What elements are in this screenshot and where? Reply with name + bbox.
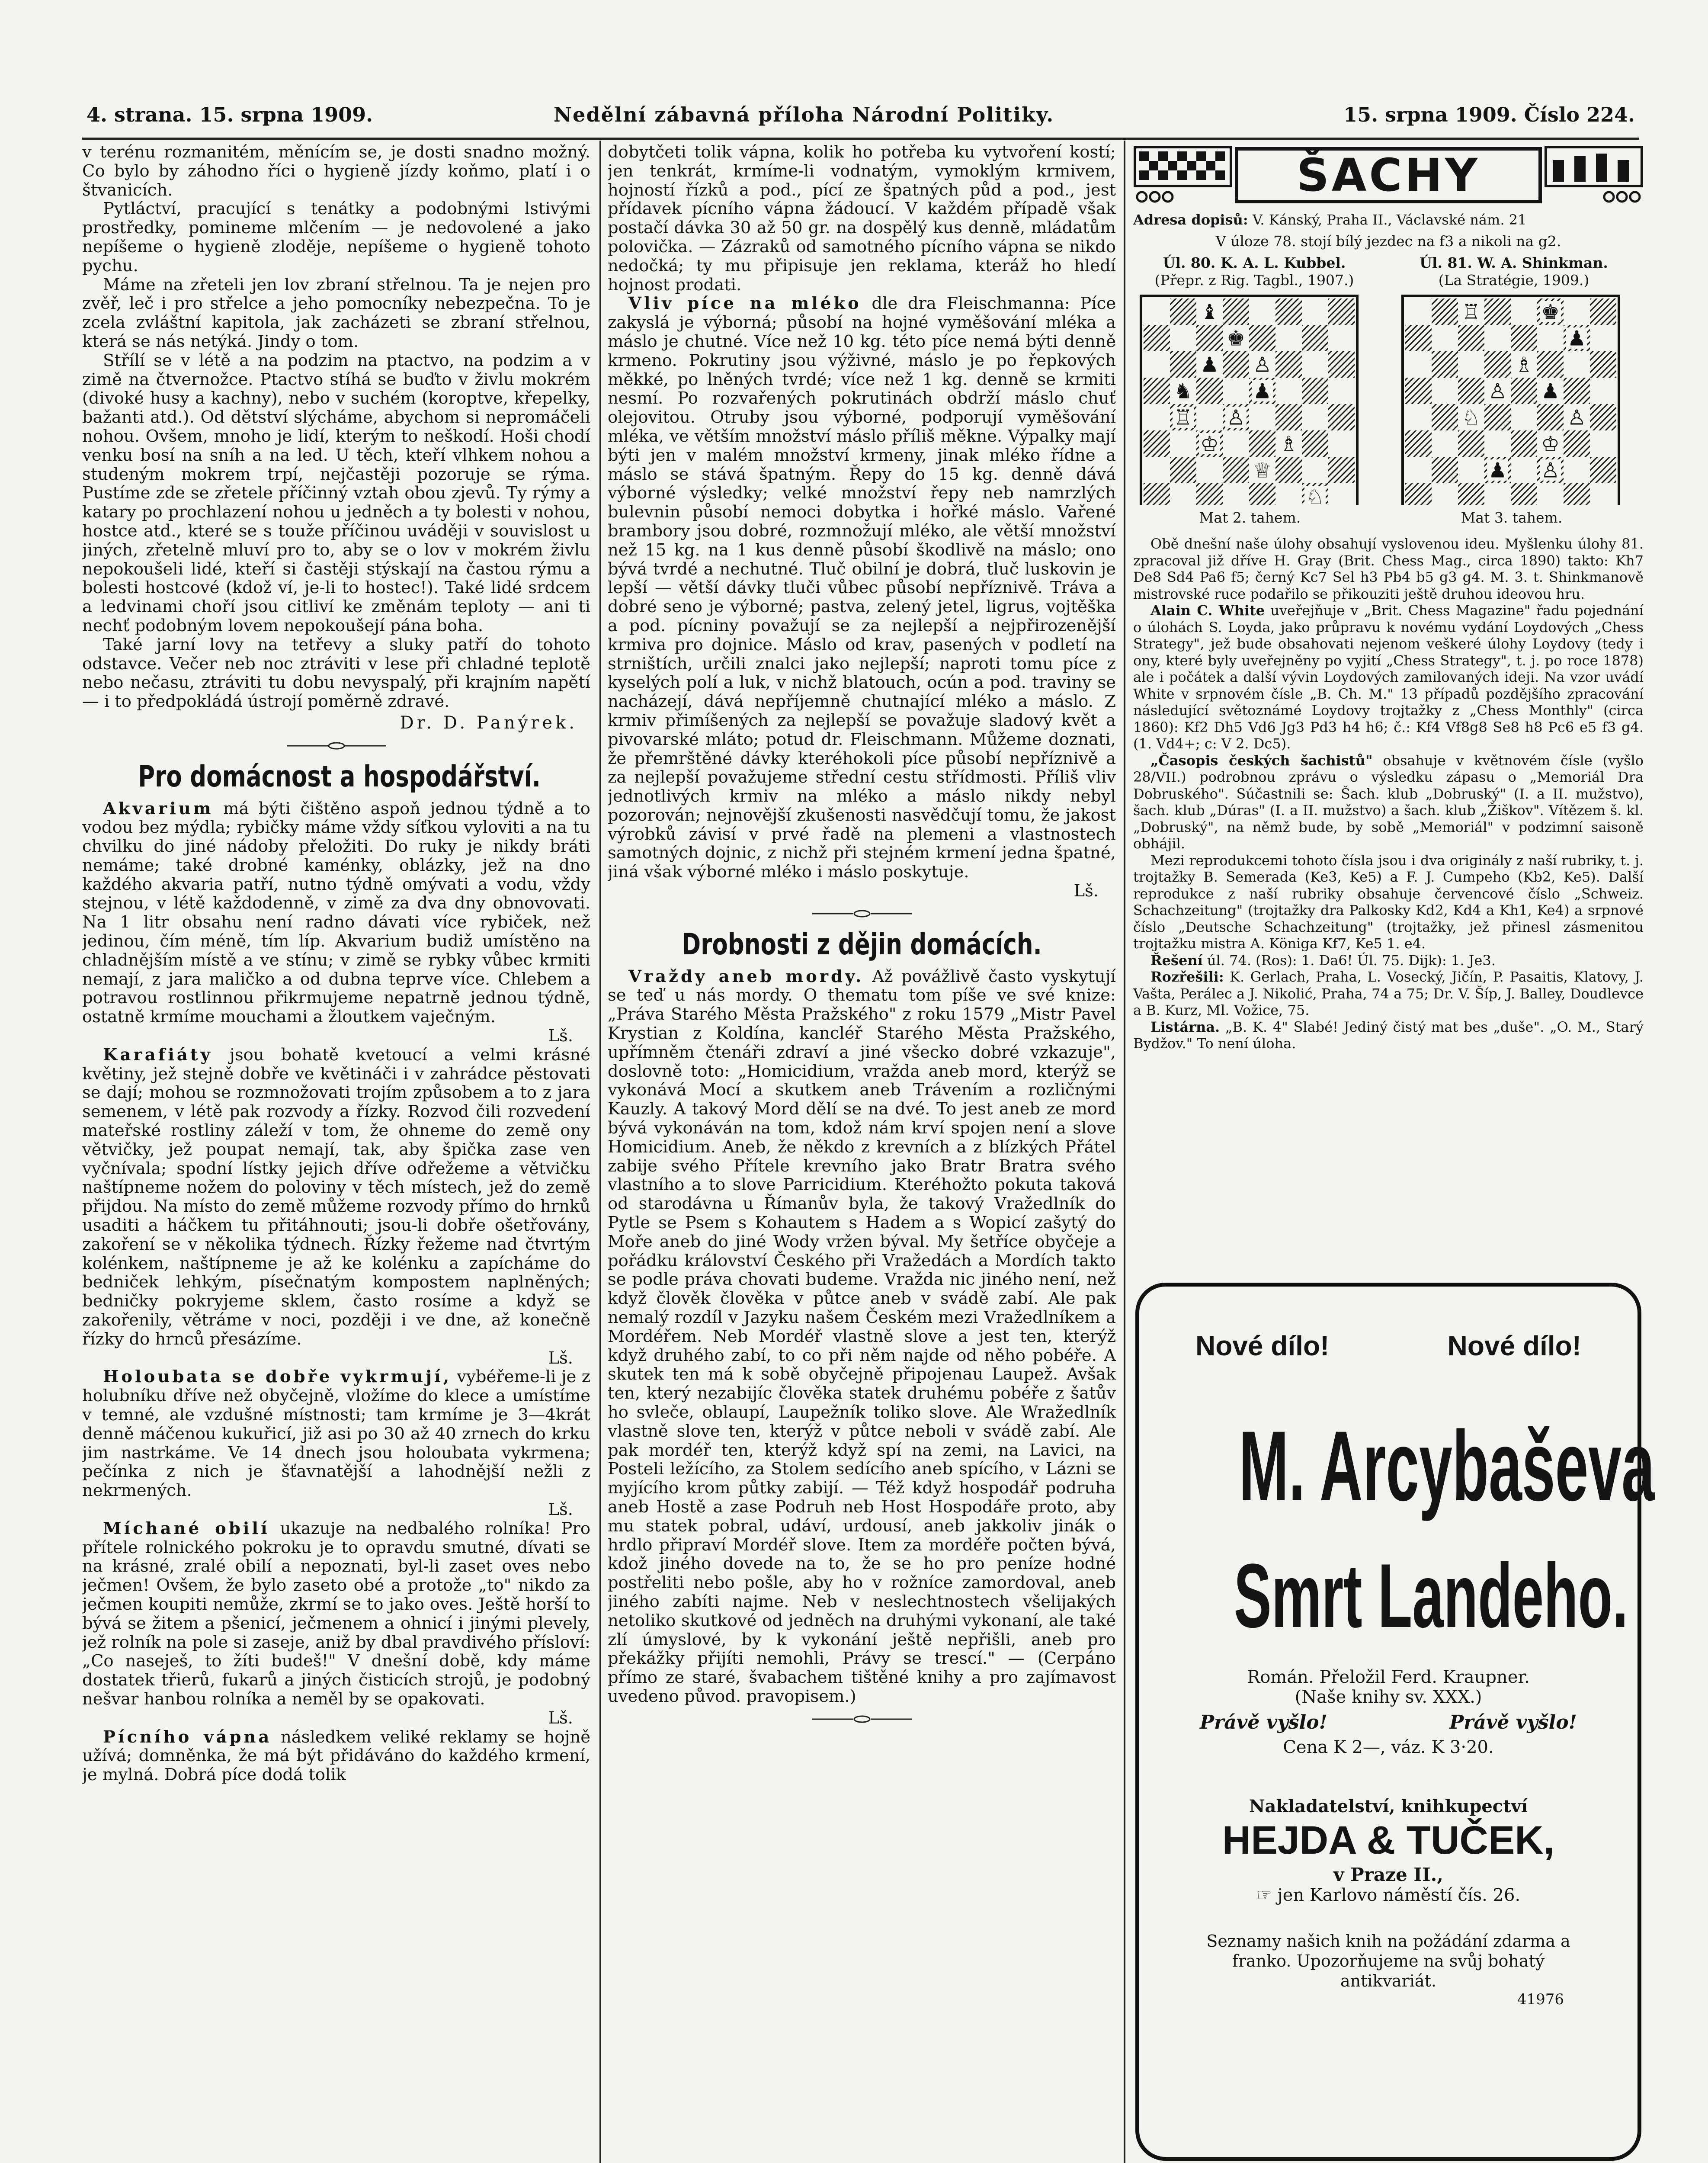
- board-square: [1328, 430, 1355, 457]
- board-square: [1405, 298, 1432, 325]
- board-square: [1405, 404, 1432, 430]
- task-correction: V úloze 78. stojí bílý jezdec na f3 a nikoli na g2.: [1215, 233, 1561, 250]
- chess-piece-icon: ♘: [1305, 485, 1325, 505]
- board-square: [1405, 430, 1432, 457]
- chess-piece-icon: ♙: [1541, 458, 1560, 483]
- board-square: [1458, 483, 1484, 505]
- board-square: [1484, 404, 1511, 430]
- paragraph-heading: „Časopis českých šachistů": [1150, 752, 1373, 769]
- problem-81-caption: Mat 3. tahem.: [1461, 509, 1563, 526]
- paragraph: [1133, 952, 1644, 969]
- problem-80-source: (Přepr. z Rig. Tagbl., 1907.): [1154, 272, 1354, 289]
- article: [82, 799, 590, 1027]
- board-square: [1511, 457, 1537, 483]
- board-square: [1196, 483, 1223, 505]
- board-square: [1511, 404, 1537, 430]
- article-heading: Vraždy aneb mordy.: [628, 966, 864, 986]
- chess-piece-icon: ♙: [1488, 379, 1507, 404]
- paragraph-text: uveřejňuje v „Brit. Chess Magazine" řadu pojednání o úlohách S. Loyda, jako průpravu k novému vydání Loydových „Chess Strategy", jež bude obsahovati nejenom veškeré úlohy Loydovy (tedy i ony, které byly uveřejněny po vyjití „Chess Strategy", t. j. po roce 1878) ale i počátek a další vývin Loydových zamilovaných ideji. Na vzor uvádí White v srpnovém čísle „B. Ch. M." 13 případů pozdějšího zpracování následující světoznámé Loydovy trojtažky z „Chess Monthly" (circa 1860): Kf2 Dh5 Vd6 Jg3 Pd3 h4 h6; č.: Kf4 Vf8g8 Se8 h8 Pc6 e5 f3 g4. (1. Vd4+; c: V 2. Dc5).: [1133, 602, 1644, 752]
- board-square: [1223, 430, 1249, 457]
- board-square: [1144, 457, 1170, 483]
- board-square: [1328, 325, 1355, 351]
- ad-just-out-row: [1139, 1711, 1638, 1737]
- column-2: [608, 143, 1116, 2163]
- column-rule-1: [599, 141, 601, 2163]
- board-square: [1511, 298, 1537, 325]
- board-square: [1405, 483, 1432, 505]
- page-header: [87, 103, 1635, 129]
- ad-book-title: Smrt Landeho.: [1234, 1545, 1628, 1646]
- board-square: [1196, 404, 1223, 430]
- board-square: [1249, 404, 1275, 430]
- ad-just-out-left: Právě vyšlo!: [1200, 1711, 1327, 1733]
- article-signature: Lš.: [548, 1026, 573, 1046]
- ad-new-row: [1139, 1330, 1638, 1382]
- address-text: V. Kánský, Praha II., Václavské nám. 21: [1252, 212, 1527, 228]
- board-square: [1170, 351, 1196, 378]
- chess-banner: [1133, 143, 1644, 208]
- board-square: [1458, 378, 1484, 404]
- section-title-history: Drobnosti z dějin domácích.: [682, 927, 1042, 962]
- board-square: [1511, 378, 1537, 404]
- article-text: vybéřeme-li je z holubníku dříve než obyčejně, vložíme do klece a umístíme v temné, ale vzdušné místnosti; tam krmíme je 3—4krát denně máčenou kukuřicí, již asi po 30 až 40 zrnech do krku jim nastrkáme. Ve 14 dnech jsou holoubata vykrmena; pečínka z nich je šťavnatější a lahodnější nežli z nekrmených.: [82, 1367, 590, 1501]
- chess-piece-icon: ♞: [1173, 379, 1193, 404]
- chess-piece-icon: ♘: [1461, 405, 1481, 430]
- ad-new-left: Nové dílo!: [1195, 1330, 1330, 1361]
- board-square: [1484, 483, 1511, 505]
- article-text: jsou bohatě kvetoucí a velmi krásné květiny, jež stejně dobře ve květináči i v zahrádce pěstovati se dají; mohou se rozmnožovati trojím způsobem a to z jara semenem, v létě pak rozvody a řízky. Rozvod čili rozvedení mateřské rostliny záleží v tom, že ohneme do země ony větvičky, jež poupat nemají, tak, aby špička zase ven vyčnívala; spodní lístky jejich dříve odřežeme a větvičku naštípneme nožem do poloviny v těch místech, jež do země přijdou. Na místo do země můžeme rozvody přímo do hrnků usaditi a háčkem tu přitáhnouti; jsou-li dobře ošetřovány, zakoření se v několika týdnech. Řízky řežeme nad čtvrtým kolénkem, naštípneme je až ke kolénku a zapícháme do bedniček lehkým, písečnatým kompostem naplněných; bedničky pokryjeme sklem, často rosíme a když se zakořenily, větráme v noci, později i ve dne, až konečně řízky do hrnců přesázíme.: [82, 1045, 590, 1349]
- paragraph: Střílí se v létě a na podzim na ptactvo, na podzim a v zimě na čtvernožce. Ptactvo stíhá se buďto v živlu mokrém (divoké husy a kachny), nebo v suchém (koroptve, křepelky, bažanti atd.). Od dětství slýcháme, abychom si nepromáčeli nohou. Ovšem, mnoho je lidí, kterým to neškodí. Hoši chodí venku bosí na sníh a na led. U těch, kteří vlhkem nohou a studeným mokrem trpí, nejčastěji pozoruje se rýma. Pustíme zde se zřetele příčinný vztah obou zjevů. Ty rýmy a katary po prochlazení nohou u jedněch a ty bolesti v nohou, hostce atd., které se s touže příčinou uváději v souvislost u jiných, zřetelně mluví pro to, aby se o lov v mokrém živlu nepokoušeli lidé, kteří si častěji stýskají na častou rýmu a bolesti hostcové (kdož ví, je-li to hostec!). Také lidé srdcem a ledvinami choří jsou citliví ke změnám teploty — ani ti nechť podobným lovem nepokoušejí pána boha.: [82, 350, 590, 635]
- board-square: [1432, 430, 1458, 457]
- problem-80-caption: Mat 2. tahem.: [1199, 509, 1301, 526]
- paragraph: Máme na zřeteli jen lov zbraní střelnou. Ta je nejen pro zvěř, leč i pro střelce a jeho pomocníky nebezpečna. To je zcela zvláštní kapitola, jak zacházeti se zbraní střelnou, která se nás netýká. Jindy o tom.: [82, 275, 590, 351]
- board-square: [1564, 483, 1590, 505]
- board-square: [1484, 351, 1511, 378]
- board-square: [1302, 325, 1328, 351]
- board-square: [1564, 457, 1590, 483]
- article: [608, 967, 1116, 1706]
- chess-diagrams: [1133, 293, 1644, 536]
- chess-board-81: [1399, 293, 1624, 505]
- board-square: [1275, 298, 1302, 325]
- board-square: [1458, 457, 1484, 483]
- board-square: [1537, 351, 1564, 378]
- board-square: [1275, 378, 1302, 404]
- board-square: [1432, 457, 1458, 483]
- board-square: [1328, 483, 1355, 505]
- chess-board-80: [1138, 293, 1362, 505]
- paragraph: dobytčeti tolik vápna, kolik ho potřeba ku vytvoření kostí; jen tenkrát, krmíme-li vodnatým, vymoklým krmivem, hojností řízků a pod., pící ze špatných půd a pod., jest přídavek pícního vápna žádoucí. V každém případě však postačí dávka 30 až 50 gr. na dospělý kus denně, mládatům polovička. — Zázraků od samotného pícního vápna se nikdo nedočká; ty mu připisuje jen reklama, kteráž ho hledí hojnost prodati.: [608, 143, 1116, 295]
- article-heading: Pícního vápna: [103, 1727, 272, 1747]
- ad-author: M. Arcybaševa: [1239, 1410, 1655, 1521]
- ad-publisher-label: Nakladatelství, knihkupectví: [1249, 1796, 1528, 1816]
- board-square: [1590, 378, 1616, 404]
- chess-piece-icon: ♚: [1541, 300, 1560, 324]
- board-square: [1196, 457, 1223, 483]
- board-square: [1170, 430, 1196, 457]
- board-square: [1511, 325, 1537, 351]
- board-square: [1590, 404, 1616, 430]
- chess-piece-icon: ♗: [1514, 353, 1534, 377]
- board-square: [1432, 404, 1458, 430]
- board-square: [1223, 457, 1249, 483]
- board-square: [1302, 457, 1328, 483]
- paragraph-text: K. Gerlach, Praha, L. Vosecký, Jičín, P. Pasaitis, Klatovy, J. Vašta, Perálec a J. Nikolić, Praha, 74 a 75; Dr. V. Šíp, J. Balley, Doudlevce a B. Kurz, Ml. Vožice, 75.: [1133, 969, 1644, 1018]
- header-right: 15. srpna 1909. Číslo 224.: [1343, 103, 1635, 126]
- paragraph-heading: Rozřešili:: [1150, 969, 1224, 985]
- header-left: 4. strana. 15. srpna 1909.: [87, 103, 373, 126]
- board-square: [1170, 483, 1196, 505]
- paragraph: v terénu rozmanitém, měnícím se, je dosti snadno možný. Co bylo by záhodno říci o hygieně jízdy koňmo, platí i o štvanicích.: [82, 143, 590, 200]
- ad-publisher: HEJDA & TUČEK,: [1222, 1818, 1555, 1862]
- board-square: [1432, 483, 1458, 505]
- chess-piece-icon: ♖: [1173, 405, 1193, 430]
- board-square: [1302, 351, 1328, 378]
- header-title: Nedělní zábavná příloha Národní Politiky.: [554, 103, 1054, 126]
- board-square: [1328, 457, 1355, 483]
- board-square: [1144, 351, 1170, 378]
- ad-catalog: Seznamy našich knih na požádání zdarma a franko. Upozorňujeme na svůj bohatý antikvariát.: [1206, 1932, 1570, 1990]
- board-square: [1590, 351, 1616, 378]
- paragraph-text: „B. K. 4" Slabé! Jediný čistý mat bes „duše". „O. M., Starý Bydžov." To není úloha.: [1133, 1018, 1644, 1052]
- board-square: [1432, 351, 1458, 378]
- board-square: [1302, 298, 1328, 325]
- paragraph-heading: Listárna.: [1150, 1018, 1220, 1035]
- board-square: [1144, 325, 1170, 351]
- board-square: [1590, 457, 1616, 483]
- article-signature: Lš.: [548, 1708, 573, 1728]
- divider-ornament: [608, 904, 1116, 923]
- header-rule: [82, 138, 1639, 140]
- article-text: má býti čištěno aspoň jednou týdně a to vodou bez mýdla; rybičky máme vždy síťkou vyloviti a na tu chvilku do jiné nádoby přeložiti. Do ruky je nikdy bráti nemáme; také drobné kaménky, oblázky, jež na dno každého akvaria patří, nutno týdně omývati a vodu, vždy stejnou, v létě každodenně, v zimě za dva dny obnovovati. Na 1 litr obsahu není radno dávati více rybiček, než jedinou, čím méně, tím líp. Akvarium budiž umístěno na chladnějším místě a ve stínu; v zimě se rybky vůbec krmiti nemají, z jara maličko a od dubna teprve více. Chlebem a potravou rostlinnou přikrmujeme nepatrně jednou týdně, ostatně krmíme mouchami a žloutkem vaječným.: [82, 799, 590, 1027]
- board-square: [1223, 298, 1249, 325]
- board-square: [1484, 325, 1511, 351]
- board-square: [1170, 298, 1196, 325]
- article-text: dle dra Fleischmanna: Píce zakyslá je výborná; působí na hojné vyměšování mléka a máslo je chutné. Více než 10 kg. této píce nemá býti denně krmeno. Pokrutiny jsou výživné, máslo je po řepkových měkké, po lněných tvrdé; více než 1 kg. denně se krmiti nesmí. Po rozvařených pokrutinách obdrží máslo chuť olejovitou. Otruby jsou výborné, podporují vyměšování mléka, ve větším množství máslo příliš měkne. Výpalky mají býti jen v malém množství krmeny, jinak mléko řídne a máslo se stává špatným. Řepy do 15 kg. denně dává výborné výsledky; velké množství řepy neb namrzlých bulevnin působí nemoci dobytka i hořké máslo. Vařené brambory jsou dobré, rozmnožují mléko, ale větší množství než 15 kg. na 1 kus denně působí škodlivě na máslo; ono bývá tvrdé a nechutné. Tluč obilní je dobrá, tluč luskovin je lepší — větší dávky tluči vůbec působí nepříznivě. Tráva a dobré seno je výborné; pastva, zelený jetel, ligrus, vojtěška a pod. pícniny považují se za nejlepší a nejpřirozenější krmiva pro dojnice. Máslo od krav, pasených v podletí na strništích, určili znalci jako nejlepší; naproti tomu píce z kyselých polí a luk, v nichž blatouch, ocún a pod. traviny se nacházejí, dává nepříjemně chutnající mléko a máslo. Z krmiv přimíšených za nejlepší se považuje sladový květ a pivovarské mláto; potud dr. Fleischmann. Můžeme doznati, že přemrštěné dávky kteréhokoli píce působí nepříznivě a za nejlepší považujeme střední cestu střídmosti. Příliš vliv jednotlivých krmiv na mléko a máslo nikdy nebyl pozorován; nejnovější zkušenosti nasvědčují tomu, že jakost výrobků závisí v prvé řadě na plemeni a vlastnostech samotných dojnic, z nichž při stejném krmení jedna špatné, jiná však výborné mléko i máslo poskytuje.: [608, 294, 1116, 882]
- divider-ornament: [608, 1710, 1116, 1729]
- ad-code: 41976: [1517, 1991, 1564, 2008]
- board-square: [1275, 457, 1302, 483]
- ad-new-right: Nové dílo!: [1447, 1330, 1581, 1361]
- chess-title-text: ŠACHY: [1296, 149, 1480, 202]
- board-square: [1328, 298, 1355, 325]
- board-square: [1458, 325, 1484, 351]
- board-square: [1564, 351, 1590, 378]
- article: [82, 1519, 590, 1709]
- board-square: [1432, 298, 1458, 325]
- board-square: [1249, 298, 1275, 325]
- board-square: [1275, 325, 1302, 351]
- board-square: [1484, 430, 1511, 457]
- board-square: [1458, 430, 1484, 457]
- board-square: [1249, 430, 1275, 457]
- problem-81-diagram: [1399, 293, 1624, 526]
- board-square: [1196, 378, 1223, 404]
- board-square: [1302, 404, 1328, 430]
- board-square: [1223, 378, 1249, 404]
- board-square: [1144, 483, 1170, 505]
- ad-info-2: (Naše knihy sv. XXX.): [1295, 1687, 1482, 1707]
- article: [82, 1046, 590, 1349]
- article: [608, 294, 1116, 882]
- board-square: [1275, 483, 1302, 505]
- paragraph: [1133, 969, 1644, 1019]
- ad-address-text: jen Karlovo náměstí čís. 26.: [1277, 1885, 1521, 1905]
- board-square: [1275, 404, 1302, 430]
- board-square: [1511, 430, 1537, 457]
- chess-piece-icon: ♕: [1253, 458, 1272, 483]
- article-signature: Lš.: [548, 1348, 573, 1368]
- board-square: [1405, 325, 1432, 351]
- board-square: [1537, 404, 1564, 430]
- paragraph-heading: Alain C. White: [1150, 602, 1265, 619]
- board-square: [1405, 378, 1432, 404]
- board-square: [1432, 325, 1458, 351]
- board-square: [1432, 378, 1458, 404]
- board-square: [1590, 483, 1616, 505]
- column-rule-2: [1124, 141, 1125, 2163]
- problem-81-source: (La Stratégie, 1909.): [1438, 272, 1589, 289]
- ad-address: [1139, 1885, 1638, 1905]
- chess-piece-icon: ♝: [1200, 300, 1219, 324]
- board-square: [1302, 378, 1328, 404]
- article: [82, 1367, 590, 1500]
- chess-piece-icon: ♖: [1461, 300, 1481, 324]
- chess-piece-icon: ♔: [1200, 432, 1219, 456]
- problem-80-title: Úl. 80. K. A. L. Kubbel.: [1163, 254, 1346, 271]
- chess-piece-icon: ♔: [1541, 432, 1560, 456]
- chess-piece-icon: ♙: [1226, 405, 1246, 430]
- board-square: [1249, 325, 1275, 351]
- board-square: [1328, 351, 1355, 378]
- board-square: [1458, 351, 1484, 378]
- paragraph-text: úl. 74. (Ros): 1. Da6! Úl. 75. Dijk): 1. Je3.: [1207, 952, 1496, 969]
- pointing-hand-icon: ☞: [1256, 1885, 1272, 1905]
- board-square: [1590, 325, 1616, 351]
- board-square: [1328, 378, 1355, 404]
- chess-piece-icon: ♗: [1279, 432, 1298, 456]
- paragraph: [1133, 1019, 1644, 1052]
- paragraph: Také jarní lovy na tetřevy a sluky patří do tohoto odstavce. Večer neb noc ztráviti v lese při chladné teplotě nebo nečasu, ztráviti tu dobu nevyspalý, při krajním napětí — i to předpokládá ústrojí poměrně zdravé.: [82, 635, 590, 712]
- paragraph: [1133, 602, 1644, 752]
- board-square: [1223, 351, 1249, 378]
- chess-title: [1235, 147, 1542, 203]
- board-square: [1170, 457, 1196, 483]
- problem-headings: [1133, 254, 1644, 289]
- article-text: Až povážlivě často vyskytují se teď u nás mordy. O thematu tom píše ve své knize: „Práva Starého Města Pražského" z roku 1579 „Mistr Pavel Krystian z Koldína, kancléř Starého Města Pražského, upřímněm čtenáři zdraví a jiné všecko dobré vzkazuje", doslovně toto: „Homicidium, vražda aneb mord, kterýž se vykonává Mocí a skutkem aneb Trávením a rozličnými Kauzly. A takový Mord dělí se na dvé. To jest aneb ze mord bývá vykonáván na tom, kdož nám krví spojen není a slove Homicidium. Aneb, že někdo z krevních a z blízkých Přátel zabije svého Přítele krevního jako Bratr Bratra svého vlastního a to slove Parricidium. Kteréhožto pokuta taková od starodávna u Římanův byla, že takový Vražedlník do Pytle se Psem s Kohautem s Hadem a s Wopicí zašytý do Moře aneb do jiné Wody vržen býval. My šetříce obyčeje a pořádku království Českého při Vražedách a Mordích takto se podle práva chovati budeme. Vražda nic jiného není, než když člověk člověka v půtce aneb v svádě zabí. Ale pak nemalý rozdíl v Jazyku našem Českém mezi Vražedlníkem a Mordéřem. Neb Mordéř vlastně slove a jest ten, kterýž když druhého zabí, to co při něm najde od něho pobéře. A skutek ten má k sobě obyčejně připojenau Laupež. Avšak ten, který nezabijíc člověka statek druhému pobéře z šatův ho svleče, oblaupí, Laupežník toliko slove. Ale Wražedlník vlastně slove ten, kterýž v půtce neboli v svádě zabí. Ale pak mordéř ten, kterýž když spí na zemi, na Lavici, na Posteli ležícího, za Stolem sedícího aneb spícího, v Lázni se myjícího krom půtky zabijí. — Též když hospodář podruha aneb Hostě a zase Podruh neb Host Hospodáře proto, aby mu statek pobral, udáví, urdousí, aneb jakkoliv jinák o hrdlo připraví Mordéř slove. Item za mordéře počten bývá, kdož jiného dovede na to, že se ho pro peníze hodné postřeliti nebo pošle, aby ho v rožníce zamordoval, aneb jiného zabíti najme. Neb v neslechtnostech všelijakých netoliko skutkové od jedněch na druhými vykonaní, ale také zlí úmyslové, by k vykonání ještě nepřišli, aneb pro překážky přijíti nemohli, Právy se trescí." — (Cerpáno přímo ze staré, švabachem tištěné knihy a pro zajímavost uvedeno původ. pravopisem.): [608, 966, 1116, 1706]
- board-square: [1484, 298, 1511, 325]
- article-heading: Holoubata se dobře vykrmují,: [103, 1367, 452, 1387]
- article-heading: Vliv píce na mléko: [628, 294, 862, 314]
- board-square: [1223, 483, 1249, 505]
- board-square: [1564, 430, 1590, 457]
- chess-piece-icon: ♙: [1253, 353, 1272, 377]
- board-square: [1144, 430, 1170, 457]
- section-title-household: Pro domácnost a hospodářství.: [138, 759, 541, 794]
- board-square: [1511, 483, 1537, 505]
- board-square: [1405, 457, 1432, 483]
- ad-city: v Praze II.,: [1333, 1864, 1443, 1885]
- paragraph: Pytláctví, pracující s tenátky a podobnými lstivými prostředky, pomineme mlčením — je nedovolené a jako nepíšeme o hygieně zloděje, nepíšeme o hygieně tohoto pychu.: [82, 199, 590, 276]
- article: [82, 1728, 590, 1784]
- divider-ornament: [82, 736, 590, 755]
- problem-81-title: Úl. 81. W. A. Shinkman.: [1420, 254, 1608, 271]
- article-text: následkem veliké reklamy se hojně užívá; domněnka, že má být přidáváno do každého krmení, je mylná. Dobrá píce dodá tolik: [82, 1727, 590, 1785]
- board-square: [1564, 378, 1590, 404]
- chess-piece-icon: ♚: [1226, 326, 1246, 351]
- board-square: [1564, 298, 1590, 325]
- board-square: [1590, 430, 1616, 457]
- board-square: [1537, 325, 1564, 351]
- chess-address: [1133, 211, 1644, 228]
- article-signature: Lš.: [548, 1499, 573, 1519]
- column-1: [82, 143, 590, 2163]
- chess-board-ornament-icon: [1133, 143, 1233, 208]
- problem-80-diagram: [1138, 293, 1362, 526]
- paragraph: [1133, 752, 1644, 852]
- article-text: ukazuje na nedbalého rolníka! Pro přítele rolnického pokroku je to opravdu smutné, dívati se na krásné, zralé obilí a nepoznati, byl-li zaset oves nebo ječmen! Ovšem, že bylo zaseto obé a protože „to" nikdo za ječmen koupiti nemůže, zkrmí se to jako oves. Ještě horší to bývá se žitem a pšenicí, ječmenem a ohnicí i jinými plevely, jež rolník na pole si zaseje, aniž by dbal pravdivého přísloví: „Co naseješ, to žíti budeš!" V dnešní době, kdy máme dostatek třierů, fukarů a jiných čisticích strojů, je podobný nešvar hanbou rolníka a neměl by se opakovati.: [82, 1518, 590, 1709]
- chess-piece-icon: ♟: [1253, 379, 1272, 404]
- ad-info-1: Román. Přeložil Ferd. Kraupner.: [1247, 1667, 1530, 1687]
- chess-piece-icon: ♟: [1567, 326, 1586, 351]
- board-square: [1144, 404, 1170, 430]
- address-label: Adresa dopisů:: [1133, 212, 1248, 228]
- board-square: [1302, 430, 1328, 457]
- board-square: [1590, 298, 1616, 325]
- chess-text: [1133, 536, 1644, 1052]
- board-square: [1170, 325, 1196, 351]
- paragraph: Obě dnešní naše úlohy obsahují vyslovenou ideu. Myšlenku úlohy 81. zpracoval již dříve H. Gray (Brit. Chess Mag., circa 1890) takto: Kh7 De8 Sd4 Pa6 f5; černý Kc7 Sel h3 Pb4 b5 g3 g4. M. 3. t. Shinkmanově mistrovské ruce podařilo se přikouziti ještě druhou ideovou hru.: [1133, 536, 1644, 602]
- signature: Dr. D. Panýrek.: [400, 712, 577, 733]
- ad-just-out-right: Právě vyšlo!: [1449, 1711, 1577, 1733]
- board-square: [1537, 483, 1564, 505]
- board-square: [1196, 325, 1223, 351]
- chess-piece-icon: ♟: [1541, 379, 1560, 404]
- board-square: [1144, 378, 1170, 404]
- article-signature: Lš.: [1074, 881, 1099, 901]
- chess-piece-icon: ♟: [1488, 458, 1507, 483]
- article-heading: Karafiáty: [103, 1045, 213, 1065]
- board-square: [1275, 351, 1302, 378]
- paragraph-heading: Řešení: [1150, 952, 1203, 969]
- chess-piece-icon: ♟: [1200, 353, 1219, 377]
- paragraph-text: obsahuje v květnovém čísle (vyšlo 28/VII.) podrobnou zprávu o výsledku zápasu o „Memoriál Dra Dobruského". Súčastnili se: Šach. klub „Dobruský" (I. a II. mužstvo), šach. klub „Dúras" (I. a II. mužstvo) a šach. klub „Žiškov". Vítězem š. kl. „Dobruský", na němž bude, by sobě „Memoriál" v podzimní saisoně obhájil.: [1133, 752, 1644, 852]
- chess-piece-icon: ♙: [1567, 405, 1586, 430]
- board-square: [1249, 483, 1275, 505]
- paragraph: Mezi reprodukcemi tohoto čísla jsou i dva originály z naší rubriky, t. j. trojtažky B. Semerada (Ke3, Ke5) a F. J. Cumpeho (Kb2, Ke5). Další reprodukce z naší rubriky obsahuje červencové číslo „Schweiz. Schachzeitung" (trojtažky dra Palkosky Kd2, Kd4 a Kh1, Ke4) a srpnové číslo „Deutsche Schachzeitung" (trojtažky, jež přinesl zásmenitou trojtažku mistra A. Königa Kf7, Ke5 1. e4.: [1133, 852, 1644, 952]
- book-advertisement: [1135, 1283, 1655, 2161]
- article-heading: Míchané obilí: [103, 1518, 270, 1538]
- chess-pieces-ornament-icon: [1544, 143, 1644, 208]
- board-square: [1405, 351, 1432, 378]
- ad-price: Cena K 2—, váz. K 3·20.: [1283, 1737, 1494, 1757]
- board-square: [1328, 404, 1355, 430]
- article-heading: Akvarium: [103, 799, 214, 818]
- board-square: [1144, 298, 1170, 325]
